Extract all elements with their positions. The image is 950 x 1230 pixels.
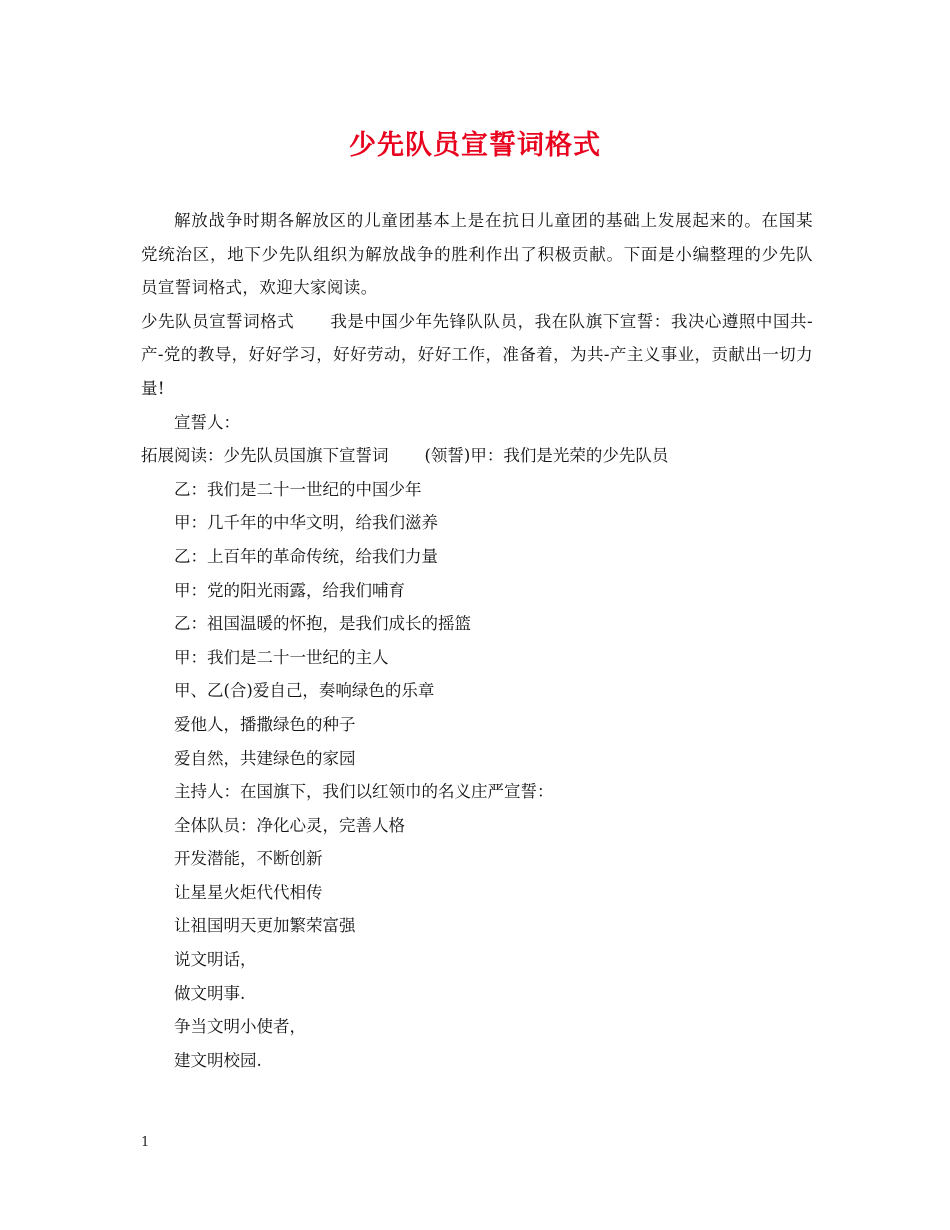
oath-line: 开发潜能，不断创新: [174, 849, 323, 869]
intro-paragraph: 解放战争时期各解放区的儿童团基本上是在抗日儿童团的基础上发展起来的。在国某党统治区，地下少先队组织为解放战争的胜利作出了积极贡献。下面是小编整理的少先队员宣誓词格式，欢迎大家阅读。: [141, 211, 813, 298]
oath-line: 甲：党的阳光雨露，给我们哺育: [174, 580, 405, 600]
oath-line: 甲：我们是二十一世纪的主人: [174, 647, 389, 667]
oath-text: 我是中国少年先锋队队员，我在队旗下宣誓：我决心遵照中国共-产-党的教导，好好学习，好好劳动，好好工作，准备着，为共-产主义事业，贡献出一切力量!: [141, 311, 813, 398]
oath-signer: 宣誓人：: [174, 412, 240, 432]
extended-reading-line: [141, 439, 813, 473]
oath-line: 争当文明小使者，: [174, 1017, 306, 1037]
extended-reading-label: 拓展阅读：少先队员国旗下宣誓词: [141, 446, 389, 466]
oath-line: 让祖国明天更加繁荣富强: [174, 916, 356, 936]
oath-line: 乙：祖国温暖的怀抱，是我们成长的摇篮: [174, 614, 471, 634]
document-body: [141, 204, 813, 1077]
oath-line: 主持人：在国旗下，我们以红领巾的名义庄严宣誓：: [174, 782, 554, 802]
oath-line: 乙：上百年的革命传统，给我们力量: [174, 546, 438, 566]
oath-line: 让星星火炬代代相传: [174, 882, 323, 902]
oath-line: 做文明事.: [174, 983, 246, 1003]
page-number: 1: [141, 1135, 150, 1150]
oath-paragraph: [141, 305, 813, 406]
document-title: 少先队员宣誓词格式: [349, 130, 601, 161]
oath-line: 乙：我们是二十一世纪的中国少年: [174, 479, 422, 499]
oath-line: 建文明校园.: [174, 1050, 262, 1070]
oath-line: 全体队员：净化心灵，完善人格: [174, 815, 405, 835]
oath-line: 甲：几千年的中华文明，给我们滋养: [174, 513, 438, 533]
oath-line: 甲、乙(合)爱自己，奏响绿色的乐章: [174, 681, 435, 701]
section-heading: 少先队员宣誓词格式: [141, 311, 295, 331]
oath-lines: [141, 473, 813, 1078]
oath-line: 爱他人，播撒绿色的种子: [174, 714, 356, 734]
oath-line: 说文明话，: [174, 950, 257, 970]
oath-line: 爱自然，共建绿色的家园: [174, 748, 356, 768]
extended-reading-first-line: (领誓)甲：我们是光荣的少先队员: [424, 446, 669, 466]
